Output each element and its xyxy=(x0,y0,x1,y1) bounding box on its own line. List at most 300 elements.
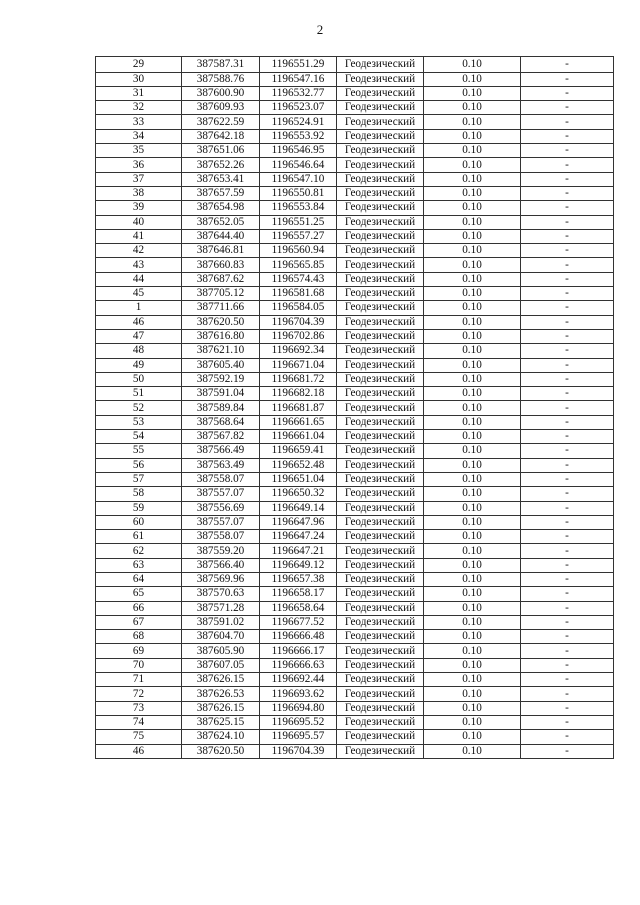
method-cell: Геодезический xyxy=(337,601,424,615)
accuracy-cell: 0.10 xyxy=(424,744,521,758)
description-cell: - xyxy=(521,315,614,329)
point-number-cell: 42 xyxy=(96,244,182,258)
y-coordinate-cell: 1196523.07 xyxy=(260,101,337,115)
accuracy-cell: 0.10 xyxy=(424,144,521,158)
table-row xyxy=(96,72,614,86)
method-cell: Геодезический xyxy=(337,515,424,529)
method-cell: Геодезический xyxy=(337,730,424,744)
table-row xyxy=(96,458,614,472)
table-row xyxy=(96,687,614,701)
method-cell: Геодезический xyxy=(337,630,424,644)
method-cell: Геодезический xyxy=(337,86,424,100)
point-number-cell: 75 xyxy=(96,730,182,744)
description-cell: - xyxy=(521,115,614,129)
x-coordinate-cell: 387621.10 xyxy=(182,344,260,358)
description-cell: - xyxy=(521,430,614,444)
accuracy-cell: 0.10 xyxy=(424,329,521,343)
x-coordinate-cell: 387622.59 xyxy=(182,115,260,129)
y-coordinate-cell: 1196553.84 xyxy=(260,201,337,215)
method-cell: Геодезический xyxy=(337,301,424,315)
description-cell: - xyxy=(521,229,614,243)
description-cell: - xyxy=(521,687,614,701)
description-cell: - xyxy=(521,372,614,386)
x-coordinate-cell: 387558.07 xyxy=(182,530,260,544)
x-coordinate-cell: 387626.53 xyxy=(182,687,260,701)
method-cell: Геодезический xyxy=(337,673,424,687)
y-coordinate-cell: 1196546.95 xyxy=(260,144,337,158)
point-number-cell: 35 xyxy=(96,144,182,158)
table-row xyxy=(96,115,614,129)
method-cell: Геодезический xyxy=(337,115,424,129)
accuracy-cell: 0.10 xyxy=(424,387,521,401)
y-coordinate-cell: 1196681.72 xyxy=(260,372,337,386)
y-coordinate-cell: 1196647.96 xyxy=(260,515,337,529)
accuracy-cell: 0.10 xyxy=(424,301,521,315)
y-coordinate-cell: 1196550.81 xyxy=(260,186,337,200)
table-row xyxy=(96,344,614,358)
x-coordinate-cell: 387651.06 xyxy=(182,144,260,158)
point-number-cell: 38 xyxy=(96,186,182,200)
y-coordinate-cell: 1196671.04 xyxy=(260,358,337,372)
description-cell: - xyxy=(521,86,614,100)
point-number-cell: 45 xyxy=(96,287,182,301)
accuracy-cell: 0.10 xyxy=(424,630,521,644)
method-cell: Геодезический xyxy=(337,287,424,301)
accuracy-cell: 0.10 xyxy=(424,129,521,143)
y-coordinate-cell: 1196682.18 xyxy=(260,387,337,401)
y-coordinate-cell: 1196704.39 xyxy=(260,315,337,329)
y-coordinate-cell: 1196547.16 xyxy=(260,72,337,86)
point-number-cell: 62 xyxy=(96,544,182,558)
x-coordinate-cell: 387646.81 xyxy=(182,244,260,258)
accuracy-cell: 0.10 xyxy=(424,315,521,329)
point-number-cell: 54 xyxy=(96,430,182,444)
table-row xyxy=(96,372,614,386)
table-row xyxy=(96,658,614,672)
point-number-cell: 68 xyxy=(96,630,182,644)
table-row xyxy=(96,57,614,73)
y-coordinate-cell: 1196581.68 xyxy=(260,287,337,301)
description-cell: - xyxy=(521,501,614,515)
x-coordinate-cell: 387588.76 xyxy=(182,72,260,86)
description-cell: - xyxy=(521,730,614,744)
y-coordinate-cell: 1196666.48 xyxy=(260,630,337,644)
accuracy-cell: 0.10 xyxy=(424,487,521,501)
x-coordinate-cell: 387591.04 xyxy=(182,387,260,401)
description-cell: - xyxy=(521,744,614,758)
description-cell: - xyxy=(521,244,614,258)
accuracy-cell: 0.10 xyxy=(424,615,521,629)
x-coordinate-cell: 387620.50 xyxy=(182,315,260,329)
y-coordinate-cell: 1196560.94 xyxy=(260,244,337,258)
table-row xyxy=(96,587,614,601)
accuracy-cell: 0.10 xyxy=(424,472,521,486)
point-number-cell: 71 xyxy=(96,673,182,687)
accuracy-cell: 0.10 xyxy=(424,458,521,472)
x-coordinate-cell: 387557.07 xyxy=(182,487,260,501)
table-row xyxy=(96,315,614,329)
point-number-cell: 29 xyxy=(96,57,182,73)
y-coordinate-cell: 1196702.86 xyxy=(260,329,337,343)
method-cell: Геодезический xyxy=(337,644,424,658)
accuracy-cell: 0.10 xyxy=(424,372,521,386)
method-cell: Геодезический xyxy=(337,258,424,272)
method-cell: Геодезический xyxy=(337,558,424,572)
description-cell: - xyxy=(521,101,614,115)
method-cell: Геодезический xyxy=(337,158,424,172)
x-coordinate-cell: 387557.07 xyxy=(182,515,260,529)
point-number-cell: 58 xyxy=(96,487,182,501)
description-cell: - xyxy=(521,487,614,501)
x-coordinate-cell: 387556.69 xyxy=(182,501,260,515)
method-cell: Геодезический xyxy=(337,57,424,73)
y-coordinate-cell: 1196647.24 xyxy=(260,530,337,544)
coordinates-table-body xyxy=(96,57,614,759)
description-cell: - xyxy=(521,258,614,272)
description-cell: - xyxy=(521,215,614,229)
point-number-cell: 33 xyxy=(96,115,182,129)
accuracy-cell: 0.10 xyxy=(424,587,521,601)
x-coordinate-cell: 387605.40 xyxy=(182,358,260,372)
description-cell: - xyxy=(521,144,614,158)
y-coordinate-cell: 1196557.27 xyxy=(260,229,337,243)
y-coordinate-cell: 1196666.17 xyxy=(260,644,337,658)
table-row xyxy=(96,287,614,301)
table-row xyxy=(96,644,614,658)
accuracy-cell: 0.10 xyxy=(424,86,521,100)
point-number-cell: 53 xyxy=(96,415,182,429)
point-number-cell: 31 xyxy=(96,86,182,100)
y-coordinate-cell: 1196551.25 xyxy=(260,215,337,229)
y-coordinate-cell: 1196694.80 xyxy=(260,701,337,715)
accuracy-cell: 0.10 xyxy=(424,101,521,115)
method-cell: Геодезический xyxy=(337,587,424,601)
accuracy-cell: 0.10 xyxy=(424,244,521,258)
method-cell: Геодезический xyxy=(337,329,424,343)
coordinates-table xyxy=(95,56,614,759)
point-number-cell: 73 xyxy=(96,701,182,715)
point-number-cell: 69 xyxy=(96,644,182,658)
table-row xyxy=(96,301,614,315)
point-number-cell: 61 xyxy=(96,530,182,544)
y-coordinate-cell: 1196693.62 xyxy=(260,687,337,701)
method-cell: Геодезический xyxy=(337,172,424,186)
accuracy-cell: 0.10 xyxy=(424,658,521,672)
method-cell: Геодезический xyxy=(337,501,424,515)
x-coordinate-cell: 387600.90 xyxy=(182,86,260,100)
table-row xyxy=(96,244,614,258)
y-coordinate-cell: 1196695.57 xyxy=(260,730,337,744)
description-cell: - xyxy=(521,358,614,372)
accuracy-cell: 0.10 xyxy=(424,715,521,729)
table-row xyxy=(96,730,614,744)
table-row xyxy=(96,472,614,486)
table-row xyxy=(96,530,614,544)
x-coordinate-cell: 387609.93 xyxy=(182,101,260,115)
table-row xyxy=(96,615,614,629)
x-coordinate-cell: 387711.66 xyxy=(182,301,260,315)
x-coordinate-cell: 387660.83 xyxy=(182,258,260,272)
table-row xyxy=(96,715,614,729)
method-cell: Геодезический xyxy=(337,572,424,586)
method-cell: Геодезический xyxy=(337,244,424,258)
point-number-cell: 34 xyxy=(96,129,182,143)
accuracy-cell: 0.10 xyxy=(424,701,521,715)
y-coordinate-cell: 1196677.52 xyxy=(260,615,337,629)
description-cell: - xyxy=(521,515,614,529)
method-cell: Геодезический xyxy=(337,101,424,115)
point-number-cell: 46 xyxy=(96,315,182,329)
y-coordinate-cell: 1196565.85 xyxy=(260,258,337,272)
method-cell: Геодезический xyxy=(337,186,424,200)
method-cell: Геодезический xyxy=(337,387,424,401)
description-cell: - xyxy=(521,329,614,343)
accuracy-cell: 0.10 xyxy=(424,186,521,200)
table-row xyxy=(96,701,614,715)
accuracy-cell: 0.10 xyxy=(424,358,521,372)
point-number-cell: 43 xyxy=(96,258,182,272)
point-number-cell: 47 xyxy=(96,329,182,343)
y-coordinate-cell: 1196652.48 xyxy=(260,458,337,472)
point-number-cell: 57 xyxy=(96,472,182,486)
accuracy-cell: 0.10 xyxy=(424,687,521,701)
description-cell: - xyxy=(521,701,614,715)
y-coordinate-cell: 1196649.12 xyxy=(260,558,337,572)
table-row xyxy=(96,401,614,415)
y-coordinate-cell: 1196666.63 xyxy=(260,658,337,672)
y-coordinate-cell: 1196524.91 xyxy=(260,115,337,129)
point-number-cell: 51 xyxy=(96,387,182,401)
table-row xyxy=(96,329,614,343)
description-cell: - xyxy=(521,644,614,658)
x-coordinate-cell: 387624.10 xyxy=(182,730,260,744)
y-coordinate-cell: 1196658.17 xyxy=(260,587,337,601)
y-coordinate-cell: 1196574.43 xyxy=(260,272,337,286)
table-row xyxy=(96,430,614,444)
x-coordinate-cell: 387563.49 xyxy=(182,458,260,472)
method-cell: Геодезический xyxy=(337,415,424,429)
table-row xyxy=(96,501,614,515)
method-cell: Геодезический xyxy=(337,430,424,444)
point-number-cell: 72 xyxy=(96,687,182,701)
description-cell: - xyxy=(521,72,614,86)
description-cell: - xyxy=(521,673,614,687)
table-row xyxy=(96,601,614,615)
x-coordinate-cell: 387570.63 xyxy=(182,587,260,601)
accuracy-cell: 0.10 xyxy=(424,401,521,415)
point-number-cell: 39 xyxy=(96,201,182,215)
x-coordinate-cell: 387571.28 xyxy=(182,601,260,615)
description-cell: - xyxy=(521,472,614,486)
accuracy-cell: 0.10 xyxy=(424,415,521,429)
description-cell: - xyxy=(521,658,614,672)
y-coordinate-cell: 1196692.44 xyxy=(260,673,337,687)
description-cell: - xyxy=(521,458,614,472)
method-cell: Геодезический xyxy=(337,701,424,715)
point-number-cell: 59 xyxy=(96,501,182,515)
table-row xyxy=(96,272,614,286)
point-number-cell: 65 xyxy=(96,587,182,601)
y-coordinate-cell: 1196659.41 xyxy=(260,444,337,458)
point-number-cell: 49 xyxy=(96,358,182,372)
description-cell: - xyxy=(521,387,614,401)
table-row xyxy=(96,144,614,158)
table-row xyxy=(96,558,614,572)
description-cell: - xyxy=(521,172,614,186)
description-cell: - xyxy=(521,201,614,215)
point-number-cell: 55 xyxy=(96,444,182,458)
accuracy-cell: 0.10 xyxy=(424,201,521,215)
accuracy-cell: 0.10 xyxy=(424,530,521,544)
y-coordinate-cell: 1196692.34 xyxy=(260,344,337,358)
method-cell: Геодезический xyxy=(337,144,424,158)
method-cell: Геодезический xyxy=(337,487,424,501)
method-cell: Геодезический xyxy=(337,372,424,386)
x-coordinate-cell: 387591.02 xyxy=(182,615,260,629)
method-cell: Геодезический xyxy=(337,72,424,86)
point-number-cell: 46 xyxy=(96,744,182,758)
description-cell: - xyxy=(521,186,614,200)
x-coordinate-cell: 387657.59 xyxy=(182,186,260,200)
point-number-cell: 66 xyxy=(96,601,182,615)
method-cell: Геодезический xyxy=(337,215,424,229)
description-cell: - xyxy=(521,630,614,644)
y-coordinate-cell: 1196532.77 xyxy=(260,86,337,100)
table-row xyxy=(96,158,614,172)
point-number-cell: 70 xyxy=(96,658,182,672)
x-coordinate-cell: 387652.05 xyxy=(182,215,260,229)
table-row xyxy=(96,258,614,272)
description-cell: - xyxy=(521,558,614,572)
point-number-cell: 64 xyxy=(96,572,182,586)
table-row xyxy=(96,215,614,229)
description-cell: - xyxy=(521,344,614,358)
table-row xyxy=(96,515,614,529)
x-coordinate-cell: 387558.07 xyxy=(182,472,260,486)
accuracy-cell: 0.10 xyxy=(424,515,521,529)
description-cell: - xyxy=(521,715,614,729)
description-cell: - xyxy=(521,587,614,601)
description-cell: - xyxy=(521,129,614,143)
table-row xyxy=(96,630,614,644)
point-number-cell: 60 xyxy=(96,515,182,529)
y-coordinate-cell: 1196695.52 xyxy=(260,715,337,729)
table-row xyxy=(96,572,614,586)
accuracy-cell: 0.10 xyxy=(424,57,521,73)
point-number-cell: 56 xyxy=(96,458,182,472)
accuracy-cell: 0.10 xyxy=(424,287,521,301)
method-cell: Геодезический xyxy=(337,444,424,458)
description-cell: - xyxy=(521,301,614,315)
method-cell: Геодезический xyxy=(337,201,424,215)
method-cell: Геодезический xyxy=(337,744,424,758)
point-number-cell: 41 xyxy=(96,229,182,243)
accuracy-cell: 0.10 xyxy=(424,215,521,229)
point-number-cell: 40 xyxy=(96,215,182,229)
description-cell: - xyxy=(521,287,614,301)
y-coordinate-cell: 1196546.64 xyxy=(260,158,337,172)
x-coordinate-cell: 387642.18 xyxy=(182,129,260,143)
y-coordinate-cell: 1196547.10 xyxy=(260,172,337,186)
method-cell: Геодезический xyxy=(337,615,424,629)
table-row xyxy=(96,172,614,186)
accuracy-cell: 0.10 xyxy=(424,601,521,615)
x-coordinate-cell: 387653.41 xyxy=(182,172,260,186)
y-coordinate-cell: 1196657.38 xyxy=(260,572,337,586)
accuracy-cell: 0.10 xyxy=(424,644,521,658)
point-number-cell: 36 xyxy=(96,158,182,172)
y-coordinate-cell: 1196551.29 xyxy=(260,57,337,73)
method-cell: Геодезический xyxy=(337,129,424,143)
y-coordinate-cell: 1196661.65 xyxy=(260,415,337,429)
x-coordinate-cell: 387705.12 xyxy=(182,287,260,301)
description-cell: - xyxy=(521,57,614,73)
table-row xyxy=(96,673,614,687)
x-coordinate-cell: 387566.40 xyxy=(182,558,260,572)
x-coordinate-cell: 387567.82 xyxy=(182,430,260,444)
accuracy-cell: 0.10 xyxy=(424,673,521,687)
y-coordinate-cell: 1196650.32 xyxy=(260,487,337,501)
x-coordinate-cell: 387587.31 xyxy=(182,57,260,73)
description-cell: - xyxy=(521,415,614,429)
x-coordinate-cell: 387566.49 xyxy=(182,444,260,458)
accuracy-cell: 0.10 xyxy=(424,572,521,586)
accuracy-cell: 0.10 xyxy=(424,730,521,744)
method-cell: Геодезический xyxy=(337,687,424,701)
x-coordinate-cell: 387644.40 xyxy=(182,229,260,243)
y-coordinate-cell: 1196649.14 xyxy=(260,501,337,515)
accuracy-cell: 0.10 xyxy=(424,501,521,515)
accuracy-cell: 0.10 xyxy=(424,72,521,86)
y-coordinate-cell: 1196553.92 xyxy=(260,129,337,143)
y-coordinate-cell: 1196681.87 xyxy=(260,401,337,415)
table-row xyxy=(96,86,614,100)
method-cell: Геодезический xyxy=(337,358,424,372)
y-coordinate-cell: 1196658.64 xyxy=(260,601,337,615)
table-row xyxy=(96,444,614,458)
table-row xyxy=(96,229,614,243)
accuracy-cell: 0.10 xyxy=(424,272,521,286)
table-row xyxy=(96,358,614,372)
description-cell: - xyxy=(521,530,614,544)
method-cell: Геодезический xyxy=(337,458,424,472)
accuracy-cell: 0.10 xyxy=(424,344,521,358)
x-coordinate-cell: 387568.64 xyxy=(182,415,260,429)
x-coordinate-cell: 387569.96 xyxy=(182,572,260,586)
x-coordinate-cell: 387616.80 xyxy=(182,329,260,343)
table-row xyxy=(96,744,614,758)
table-row xyxy=(96,487,614,501)
accuracy-cell: 0.10 xyxy=(424,172,521,186)
table-row xyxy=(96,201,614,215)
description-cell: - xyxy=(521,615,614,629)
point-number-cell: 48 xyxy=(96,344,182,358)
description-cell: - xyxy=(521,272,614,286)
x-coordinate-cell: 387559.20 xyxy=(182,544,260,558)
point-number-cell: 37 xyxy=(96,172,182,186)
point-number-cell: 50 xyxy=(96,372,182,386)
point-number-cell: 1 xyxy=(96,301,182,315)
description-cell: - xyxy=(521,601,614,615)
accuracy-cell: 0.10 xyxy=(424,158,521,172)
x-coordinate-cell: 387625.15 xyxy=(182,715,260,729)
table-row xyxy=(96,129,614,143)
point-number-cell: 63 xyxy=(96,558,182,572)
description-cell: - xyxy=(521,401,614,415)
table-row xyxy=(96,387,614,401)
x-coordinate-cell: 387652.26 xyxy=(182,158,260,172)
description-cell: - xyxy=(521,544,614,558)
